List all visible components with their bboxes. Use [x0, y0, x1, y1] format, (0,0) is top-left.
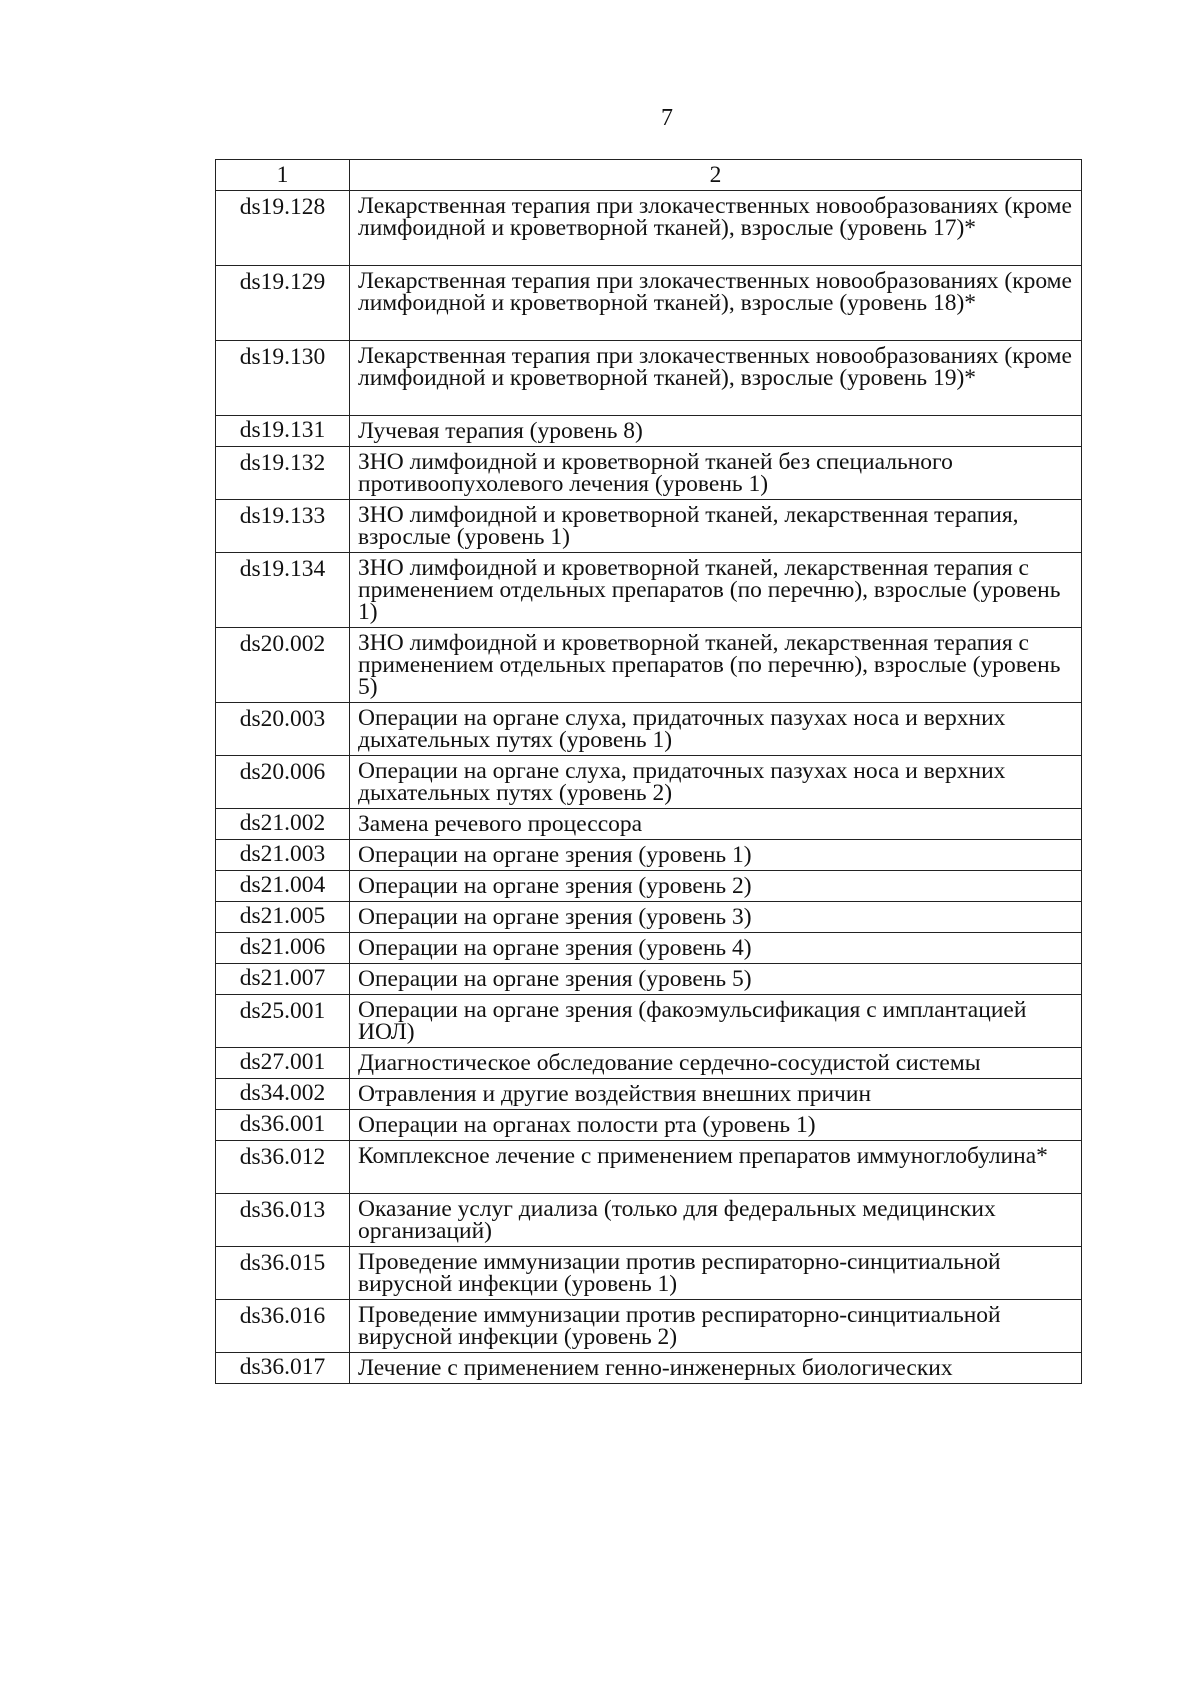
row-code: ds36.013 — [216, 1194, 350, 1247]
table-row — [216, 902, 1082, 933]
table-row — [216, 1194, 1082, 1247]
row-description: ЗНО лимфоидной и кроветворной тканей, лекарственная терапия с применением отдельных препаратов (по перечню), взрослые (уровень 1) — [350, 553, 1082, 628]
row-code: ds21.004 — [216, 871, 350, 902]
table-row — [216, 840, 1082, 871]
table-row — [216, 266, 1082, 341]
table-row — [216, 553, 1082, 628]
table-row — [216, 191, 1082, 266]
row-code: ds21.007 — [216, 964, 350, 995]
table-row — [216, 964, 1082, 995]
row-description: Операции на органе слуха, придаточных пазухах носа и верхних дыхательных путях (уровень 2) — [350, 756, 1082, 809]
row-code: ds20.003 — [216, 703, 350, 756]
row-code: ds19.131 — [216, 416, 350, 447]
row-description: ЗНО лимфоидной и кроветворной тканей, лекарственная терапия с применением отдельных препаратов (по перечню), взрослые (уровень 5) — [350, 628, 1082, 703]
table-row — [216, 933, 1082, 964]
row-description: Операции на органе зрения (уровень 2) — [350, 871, 1082, 902]
table-row — [216, 871, 1082, 902]
row-code: ds36.017 — [216, 1353, 350, 1384]
table-row — [216, 1079, 1082, 1110]
table-row — [216, 1110, 1082, 1141]
row-description: ЗНО лимфоидной и кроветворной тканей без специального противоопухолевого лечения (уровень 1) — [350, 447, 1082, 500]
row-code: ds36.015 — [216, 1247, 350, 1300]
row-description: Операции на органе зрения (факоэмульсификация с имплантацией ИОЛ) — [350, 995, 1082, 1048]
row-description: Оказание услуг диализа (только для федеральных медицинских организаций) — [350, 1194, 1082, 1247]
page-number: 7 — [661, 105, 673, 131]
row-code: ds19.128 — [216, 191, 350, 266]
header-col-1: 1 — [216, 160, 350, 191]
row-description: Операции на органе зрения (уровень 5) — [350, 964, 1082, 995]
row-description: Диагностическое обследование сердечно-сосудистой системы — [350, 1048, 1082, 1079]
row-code: ds25.001 — [216, 995, 350, 1048]
row-code: ds34.002 — [216, 1079, 350, 1110]
row-description: Лечение с применением генно-инженерных биологических — [350, 1353, 1082, 1384]
row-description: Лекарственная терапия при злокачественных новообразованиях (кроме лимфоидной и кроветворной тканей), взрослые (уровень 18)* — [350, 266, 1082, 341]
table-body — [216, 191, 1082, 1384]
row-code: ds36.012 — [216, 1141, 350, 1194]
table-row — [216, 1141, 1082, 1194]
row-description: Операции на органе слуха, придаточных пазухах носа и верхних дыхательных путях (уровень 1) — [350, 703, 1082, 756]
row-description: Проведение иммунизации против респираторно-синцитиальной вирусной инфекции (уровень 1) — [350, 1247, 1082, 1300]
row-description: Лучевая терапия (уровень 8) — [350, 416, 1082, 447]
row-code: ds19.132 — [216, 447, 350, 500]
header-row — [216, 160, 1082, 191]
row-description: ЗНО лимфоидной и кроветворной тканей, лекарственная терапия, взрослые (уровень 1) — [350, 500, 1082, 553]
table-row — [216, 1048, 1082, 1079]
row-code: ds21.006 — [216, 933, 350, 964]
table-row — [216, 341, 1082, 416]
row-code: ds19.130 — [216, 341, 350, 416]
row-code: ds19.134 — [216, 553, 350, 628]
row-description: Комплексное лечение с применением препаратов иммуноглобулина* — [350, 1141, 1082, 1194]
table-row — [216, 1247, 1082, 1300]
table-row — [216, 703, 1082, 756]
row-description: Операции на органе зрения (уровень 1) — [350, 840, 1082, 871]
row-description: Лекарственная терапия при злокачественных новообразованиях (кроме лимфоидной и кроветворной тканей), взрослые (уровень 17)* — [350, 191, 1082, 266]
table-row — [216, 500, 1082, 553]
row-code: ds27.001 — [216, 1048, 350, 1079]
row-code: ds20.002 — [216, 628, 350, 703]
tariff-table — [215, 159, 1082, 1384]
row-description: Проведение иммунизации против респираторно-синцитиальной вирусной инфекции (уровень 2) — [350, 1300, 1082, 1353]
row-code: ds21.005 — [216, 902, 350, 933]
header-col-2: 2 — [350, 160, 1082, 191]
table-row — [216, 995, 1082, 1048]
row-code: ds19.133 — [216, 500, 350, 553]
row-description: Операции на органе зрения (уровень 4) — [350, 933, 1082, 964]
table-row — [216, 447, 1082, 500]
row-code: ds21.003 — [216, 840, 350, 871]
row-description: Операции на органе зрения (уровень 3) — [350, 902, 1082, 933]
table-row — [216, 1353, 1082, 1384]
row-code: ds36.001 — [216, 1110, 350, 1141]
row-description: Операции на органах полости рта (уровень 1) — [350, 1110, 1082, 1141]
table-row — [216, 628, 1082, 703]
table-row — [216, 756, 1082, 809]
row-code: ds20.006 — [216, 756, 350, 809]
row-description: Лекарственная терапия при злокачественных новообразованиях (кроме лимфоидной и кроветворной тканей), взрослые (уровень 19)* — [350, 341, 1082, 416]
row-description: Замена речевого процессора — [350, 809, 1082, 840]
row-code: ds36.016 — [216, 1300, 350, 1353]
row-code: ds21.002 — [216, 809, 350, 840]
table-row — [216, 1300, 1082, 1353]
row-description: Отравления и другие воздействия внешних причин — [350, 1079, 1082, 1110]
table-header — [216, 160, 1082, 191]
table-row — [216, 809, 1082, 840]
table-row — [216, 416, 1082, 447]
row-code: ds19.129 — [216, 266, 350, 341]
